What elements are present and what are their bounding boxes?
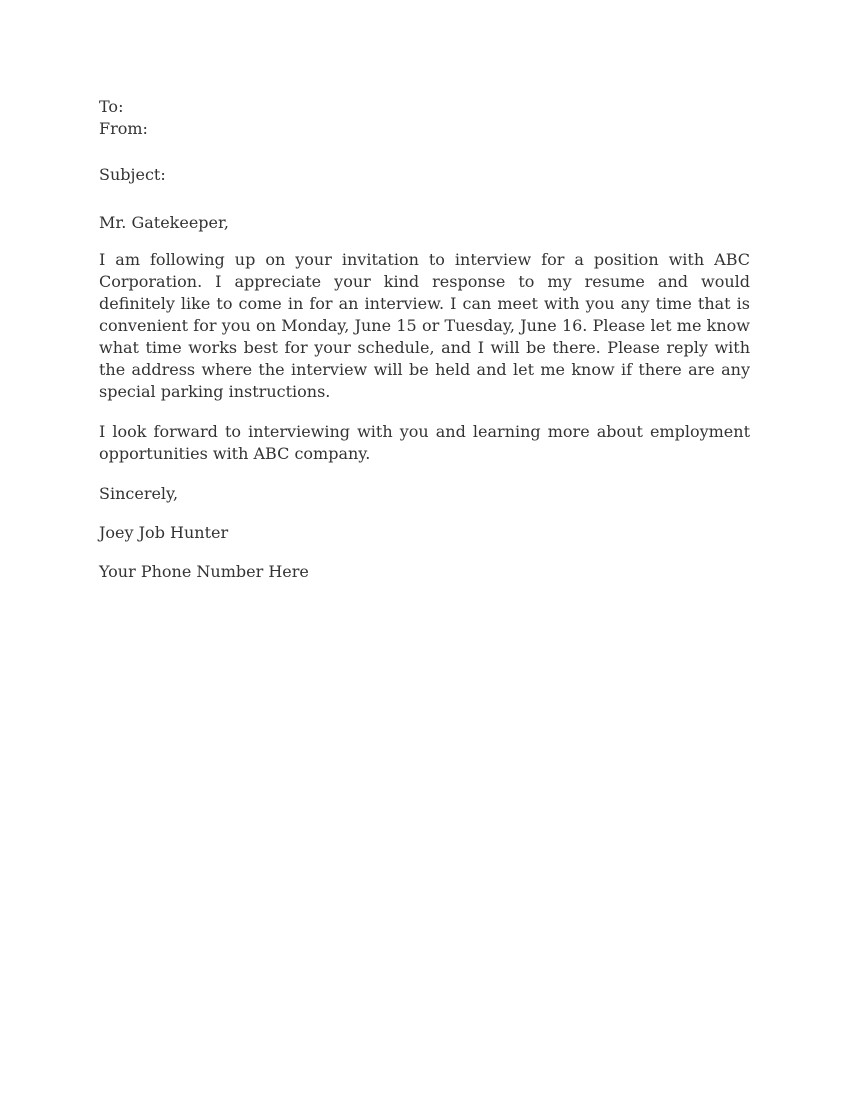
signature-name: Joey Job Hunter — [99, 523, 229, 542]
body-paragraph-2: I look forward to interviewing with you and learning more about employment opportunities with ABC company. — [99, 422, 750, 463]
phone-placeholder: Your Phone Number Here — [99, 562, 309, 581]
salutation: Mr. Gatekeeper, — [99, 213, 229, 232]
closing: Sincerely, — [99, 484, 179, 503]
to-label: To: — [99, 97, 124, 116]
body-paragraph-1: I am following up on your invitation to interview for a position with ABC Corporation. I appreciate your kind response to my resume and would definitely like to come in for an interview. I can meet with you any time that is convenient for you on Monday, June 15 or Tuesday, June 16. Please let me know what time works best for your schedule, and I will be there. Please reply with the address where the interview will be held and let me know if there are any special parking instructions. — [99, 250, 750, 401]
subject-label: Subject: — [99, 165, 166, 184]
from-label: From: — [99, 119, 148, 138]
letter-header — [99, 96, 750, 140]
